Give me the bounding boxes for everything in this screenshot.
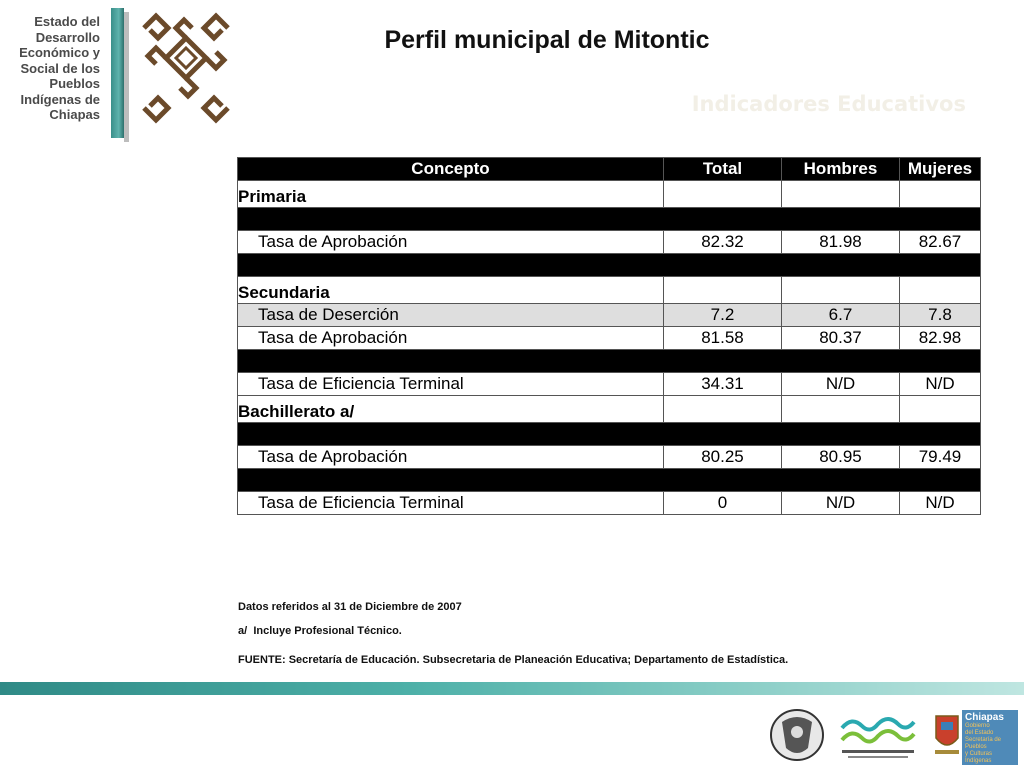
- table-header-row: [238, 158, 981, 181]
- table-row: [238, 327, 981, 350]
- table-row-blank: [238, 350, 981, 373]
- indicators-table: [237, 157, 981, 515]
- table-cell: [782, 396, 900, 423]
- footnote: [238, 625, 402, 637]
- table-cell: [900, 277, 981, 304]
- chiapas-government-logo: [962, 710, 1018, 765]
- hombres-value: 81.98: [782, 231, 900, 254]
- indicator-label: Tasa de Eficiencia Terminal: [238, 373, 664, 396]
- mujeres-value: 79.49: [900, 446, 981, 469]
- header-hombres: Hombres: [782, 158, 900, 181]
- table-row-category: [238, 181, 981, 208]
- blank-cell: [238, 423, 981, 446]
- blank-cell: [238, 208, 981, 231]
- table-cell: [900, 396, 981, 423]
- org-line: Social de los: [20, 60, 100, 76]
- chiapas-coat-of-arms-icon: [933, 710, 961, 758]
- total-value: 82.32: [664, 231, 782, 254]
- table-row-blank: [238, 254, 981, 277]
- table-row: [238, 492, 981, 515]
- footnote-marker: a/: [238, 625, 248, 637]
- decorative-strip: [0, 682, 1024, 695]
- category-label: Primaria: [238, 181, 664, 208]
- section-title: Indicadores Educativos: [691, 92, 966, 116]
- hombres-value: N/D: [782, 492, 900, 515]
- blank-cell: [238, 469, 981, 492]
- date-note: Datos referidos al 31 de Diciembre de 2007: [238, 601, 462, 613]
- table-row: [238, 373, 981, 396]
- table-cell: [900, 181, 981, 208]
- category-label: Bachillerato a/: [238, 396, 664, 423]
- hombres-value: 80.37: [782, 327, 900, 350]
- indicator-label: Tasa de Eficiencia Terminal: [238, 492, 664, 515]
- table-row-blank: [238, 423, 981, 446]
- hombres-value: N/D: [782, 373, 900, 396]
- footnote-text: Incluye Profesional Técnico.: [253, 625, 402, 637]
- table-row-category: [238, 396, 981, 423]
- mujeres-value: 82.98: [900, 327, 981, 350]
- table-row: [238, 304, 981, 327]
- table-row-category: [238, 277, 981, 304]
- indicator-label: Tasa de Aprobación: [238, 327, 664, 350]
- org-line: Chiapas: [49, 107, 100, 122]
- total-value: 7.2: [664, 304, 782, 327]
- table-cell: [664, 277, 782, 304]
- mujeres-value: N/D: [900, 492, 981, 515]
- total-value: 0: [664, 492, 782, 515]
- table-row-blank: [238, 208, 981, 231]
- chiapas-logo-title: Chiapas: [965, 712, 1004, 723]
- hombres-value: 80.95: [782, 446, 900, 469]
- mujeres-value: 7.8: [900, 304, 981, 327]
- table-row: [238, 446, 981, 469]
- chiapas-logo-subtitle: y Culturas Indígenas: [965, 751, 993, 764]
- header-mujeres: Mujeres: [900, 158, 981, 181]
- org-line: Pueblos: [49, 76, 100, 91]
- total-value: 81.58: [664, 327, 782, 350]
- blank-cell: [238, 254, 981, 277]
- indicator-label: Tasa de Deserción: [238, 304, 664, 327]
- page-title: Perfil municipal de Mitontic: [384, 26, 710, 54]
- mexico-multicultural-logo-icon: [838, 708, 918, 763]
- hombres-value: 6.7: [782, 304, 900, 327]
- header-total: Total: [664, 158, 782, 181]
- total-value: 80.25: [664, 446, 782, 469]
- source-note: FUENTE: Secretaría de Educación. Subsecretaria de Planeación Educativa; Departamento de Estadística.: [238, 654, 789, 666]
- org-line: Estado del: [34, 14, 100, 29]
- table-cell: [664, 181, 782, 208]
- mujeres-value: 82.67: [900, 231, 981, 254]
- chiapas-logo-subtitle: Secretaría de Pueblos: [965, 737, 1002, 750]
- org-line: Desarrollo: [35, 29, 100, 45]
- blank-cell: [238, 350, 981, 373]
- org-line: Indígenas de: [20, 91, 100, 107]
- chiapas-logo-subtitle: del Estado: [965, 730, 994, 736]
- header-concepto: Concepto: [238, 158, 664, 181]
- table-cell: [664, 396, 782, 423]
- total-value: 34.31: [664, 373, 782, 396]
- indicator-label: Tasa de Aprobación: [238, 231, 664, 254]
- unam-seal-icon: [768, 708, 826, 763]
- category-label: Secundaria: [238, 277, 664, 304]
- indicator-label: Tasa de Aprobación: [238, 446, 664, 469]
- table-row-blank: [238, 469, 981, 492]
- org-line: Económico y: [19, 45, 100, 60]
- chiapas-logo-subtitle: Gobierno: [965, 723, 990, 729]
- table-cell: [782, 181, 900, 208]
- table-row: [238, 231, 981, 254]
- table-cell: [782, 277, 900, 304]
- mujeres-value: N/D: [900, 373, 981, 396]
